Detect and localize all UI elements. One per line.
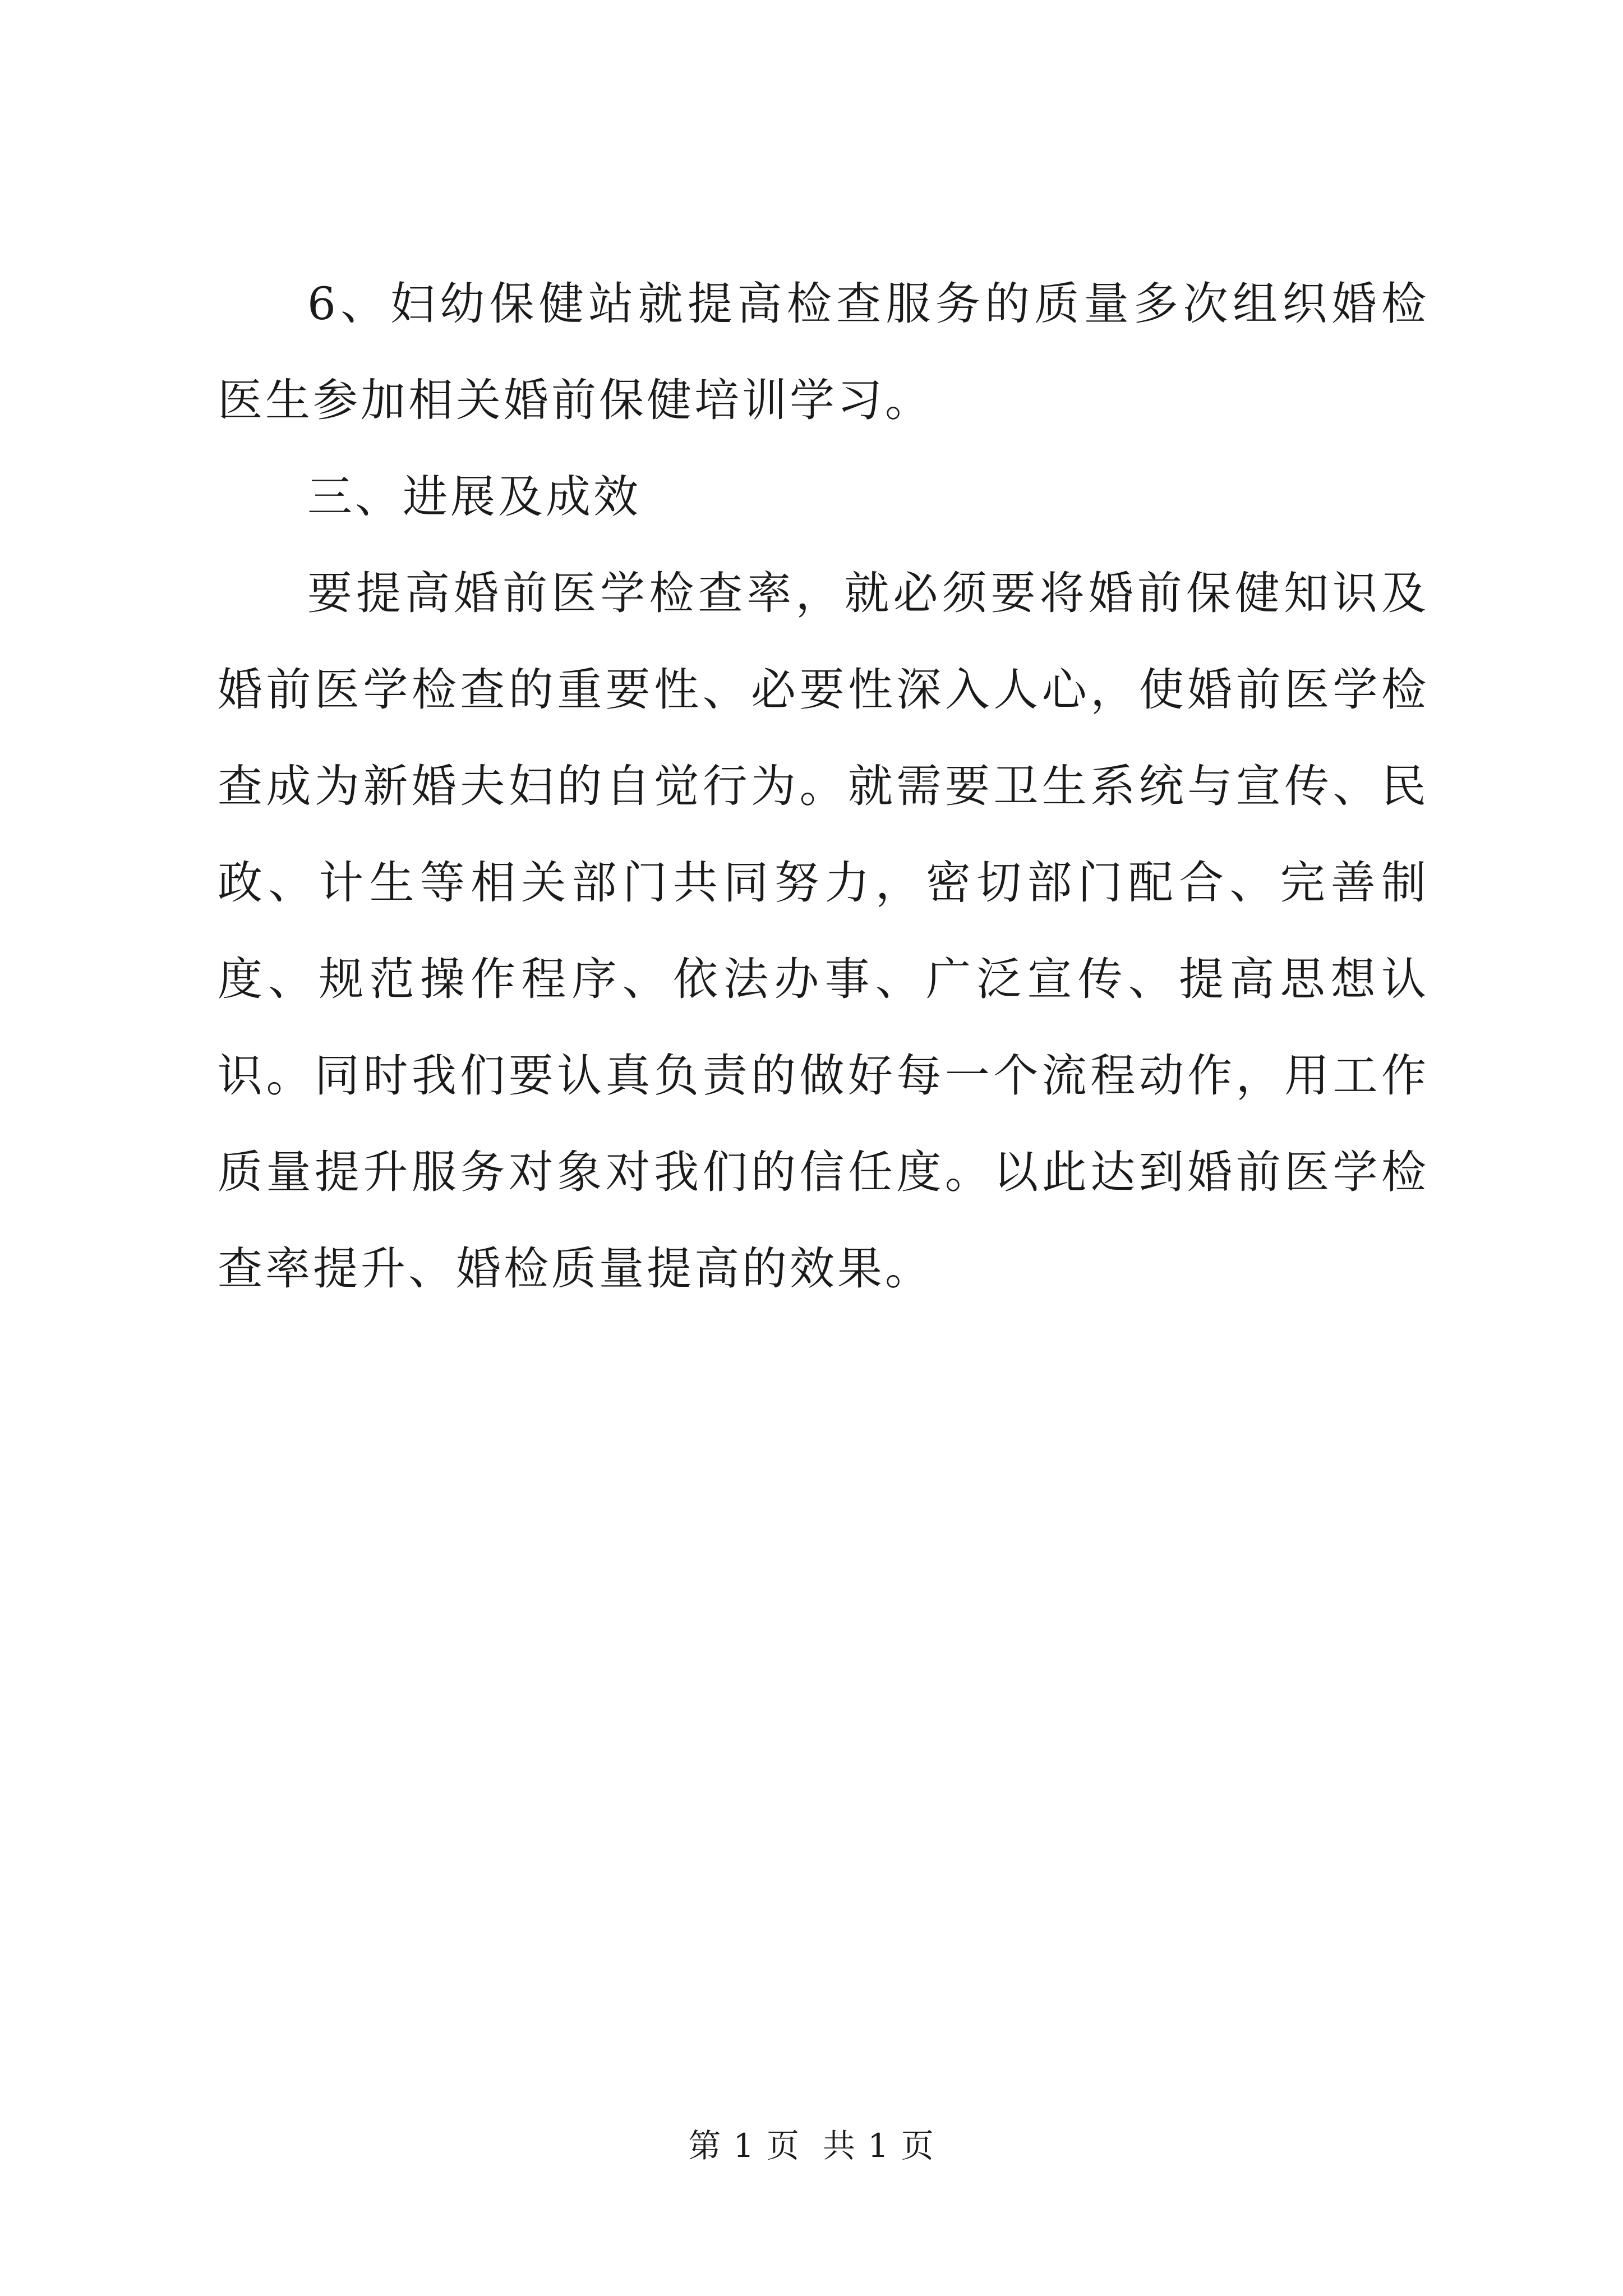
page-number-current: 第 1 页: [688, 2127, 800, 2165]
document-body: [218, 256, 1429, 1317]
page-number-total: 共 1 页: [823, 2127, 935, 2165]
paragraph-item-6: 6、妇幼保健站就提高检查服务的质量多次组织婚检医生参加相关婚前保健培训学习。: [218, 278, 1429, 426]
section-heading-progress: 三、进展及成效: [307, 471, 641, 523]
page-footer: [0, 2123, 1623, 2168]
paragraph-progress-results: 要提高婚前医学检查率，就必须要将婚前保健知识及婚前医学检查的重要性、必要性深入人心，使婚前医学检查成为新婚夫妇的自觉行为。就需要卫生系统与宣传、民政、计生等相关部门共同努力，密切部门配合、完善制度、规范操作程序、依法办事、广泛宣传、提高思想认识。同时我们要认真负责的做好每一个流程动作，用工作质量提升服务对象对我们的信任度。以此达到婚前医学检查率提升、婚检质量提高的效果。: [218, 567, 1429, 1295]
